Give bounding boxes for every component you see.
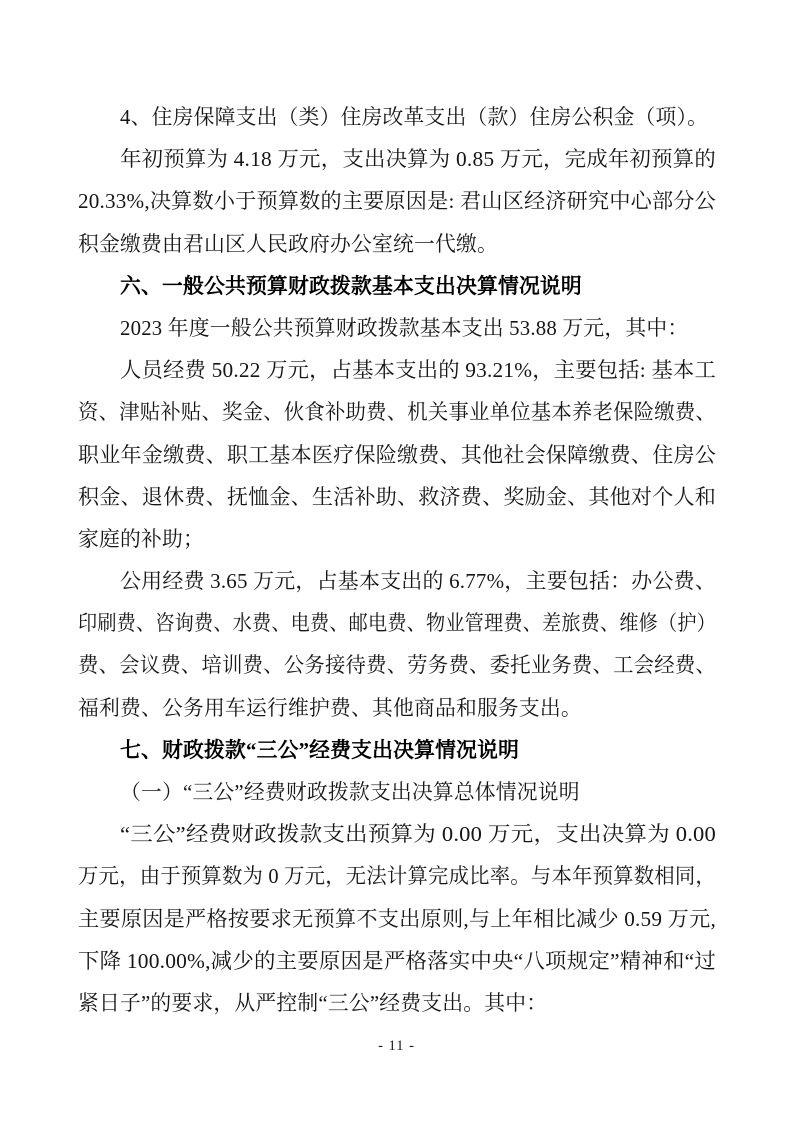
text-line xyxy=(78,983,716,1025)
text-run: 公用经费 3.65 万元，占基本支出的 6.77%，主要包括：办公费、 xyxy=(120,570,716,594)
text-line xyxy=(78,772,716,814)
text-line xyxy=(78,645,716,687)
text-run: 家庭的补助； xyxy=(78,527,204,551)
text-run: 20.33%,决算数小于预算数的主要原因是: 君山区经济研究中心部分公 xyxy=(78,190,717,214)
body-paragraph xyxy=(78,308,716,350)
text-run: 主要原因是严格按要求无预算不支出原则,与上年相比减少 0.59 万元, xyxy=(78,907,716,931)
text-line xyxy=(78,308,716,350)
text-run: 福利费、公务用车运行维护费、其他商品和服务支出。 xyxy=(78,696,582,720)
text-line xyxy=(78,899,716,941)
text-run: 积金缴费由君山区人民政府办公室统一代缴。 xyxy=(78,232,498,256)
text-line xyxy=(78,435,716,477)
text-line xyxy=(78,181,716,223)
text-run: 职业年金缴费、职工基本医疗保险缴费、其他社会保障缴费、住房公 xyxy=(78,443,716,467)
text-line xyxy=(78,266,716,308)
text-line xyxy=(78,814,716,856)
text-line xyxy=(78,224,716,266)
text-run: 积金、退休费、抚恤金、生活补助、救济费、奖励金、其他对个人和 xyxy=(78,485,716,509)
body-paragraph xyxy=(78,97,716,139)
text-line xyxy=(78,350,716,392)
section-heading xyxy=(78,730,716,772)
text-line xyxy=(78,688,716,730)
document-body xyxy=(78,97,716,1025)
text-run: 七、财政拨款“三公”经费支出决算情况说明 xyxy=(120,738,520,762)
page-number: - 11 - xyxy=(378,1038,415,1054)
text-run: 万元，由于预算数为 0 万元，无法计算完成比率。与本年预算数相同， xyxy=(78,865,716,889)
text-run: 人员经费 50.22 万元，占基本支出的 93.21%，主要包括: 基本工 xyxy=(120,359,716,383)
body-paragraph xyxy=(78,814,716,1025)
sub-heading xyxy=(78,772,716,814)
text-line xyxy=(78,519,716,561)
section-heading xyxy=(78,266,716,308)
text-line xyxy=(78,856,716,898)
text-line xyxy=(78,941,716,983)
text-line xyxy=(78,97,716,139)
text-line xyxy=(78,603,716,645)
text-line xyxy=(78,477,716,519)
text-run: （一）“三公”经费财政拨款支出决算总体情况说明 xyxy=(120,781,580,804)
text-run: 年初预算为 4.18 万元，支出决算为 0.85 万元，完成年初预算的 xyxy=(120,148,716,172)
text-run: “三公”经费财政拨款支出预算为 0.00 万元，支出决算为 0.00 xyxy=(120,823,716,847)
text-run: 资、津贴补贴、奖金、伙食补助费、机关事业单位基本养老保险缴费、 xyxy=(78,401,716,425)
text-line xyxy=(78,392,716,434)
text-line xyxy=(78,139,716,181)
text-run: 紧日子”的要求，从严控制“三公”经费支出。其中： xyxy=(78,991,548,1015)
text-run: 六、一般公共预算财政拨款基本支出决算情况说明 xyxy=(120,274,582,298)
text-run: 下降 100.00%,减少的主要原因是严格落实中央“八项规定”精神和“过 xyxy=(78,949,716,973)
text-run: 费、会议费、培训费、公务接待费、劳务费、委托业务费、工会经费、 xyxy=(78,654,716,678)
body-paragraph xyxy=(78,561,716,730)
body-paragraph xyxy=(78,350,716,561)
text-run: 印刷费、咨询费、水费、电费、邮电费、物业管理费、差旅费、维修（护） xyxy=(78,612,716,636)
text-line xyxy=(78,561,716,603)
text-run: 2023 年度一般公共预算财政拨款基本支出 53.88 万元，其中： xyxy=(120,316,689,340)
text-run: 4、住房保障支出（类）住房改革支出（款）住房公积金（项）。 xyxy=(120,106,709,129)
text-line xyxy=(78,730,716,772)
body-paragraph xyxy=(78,139,716,266)
